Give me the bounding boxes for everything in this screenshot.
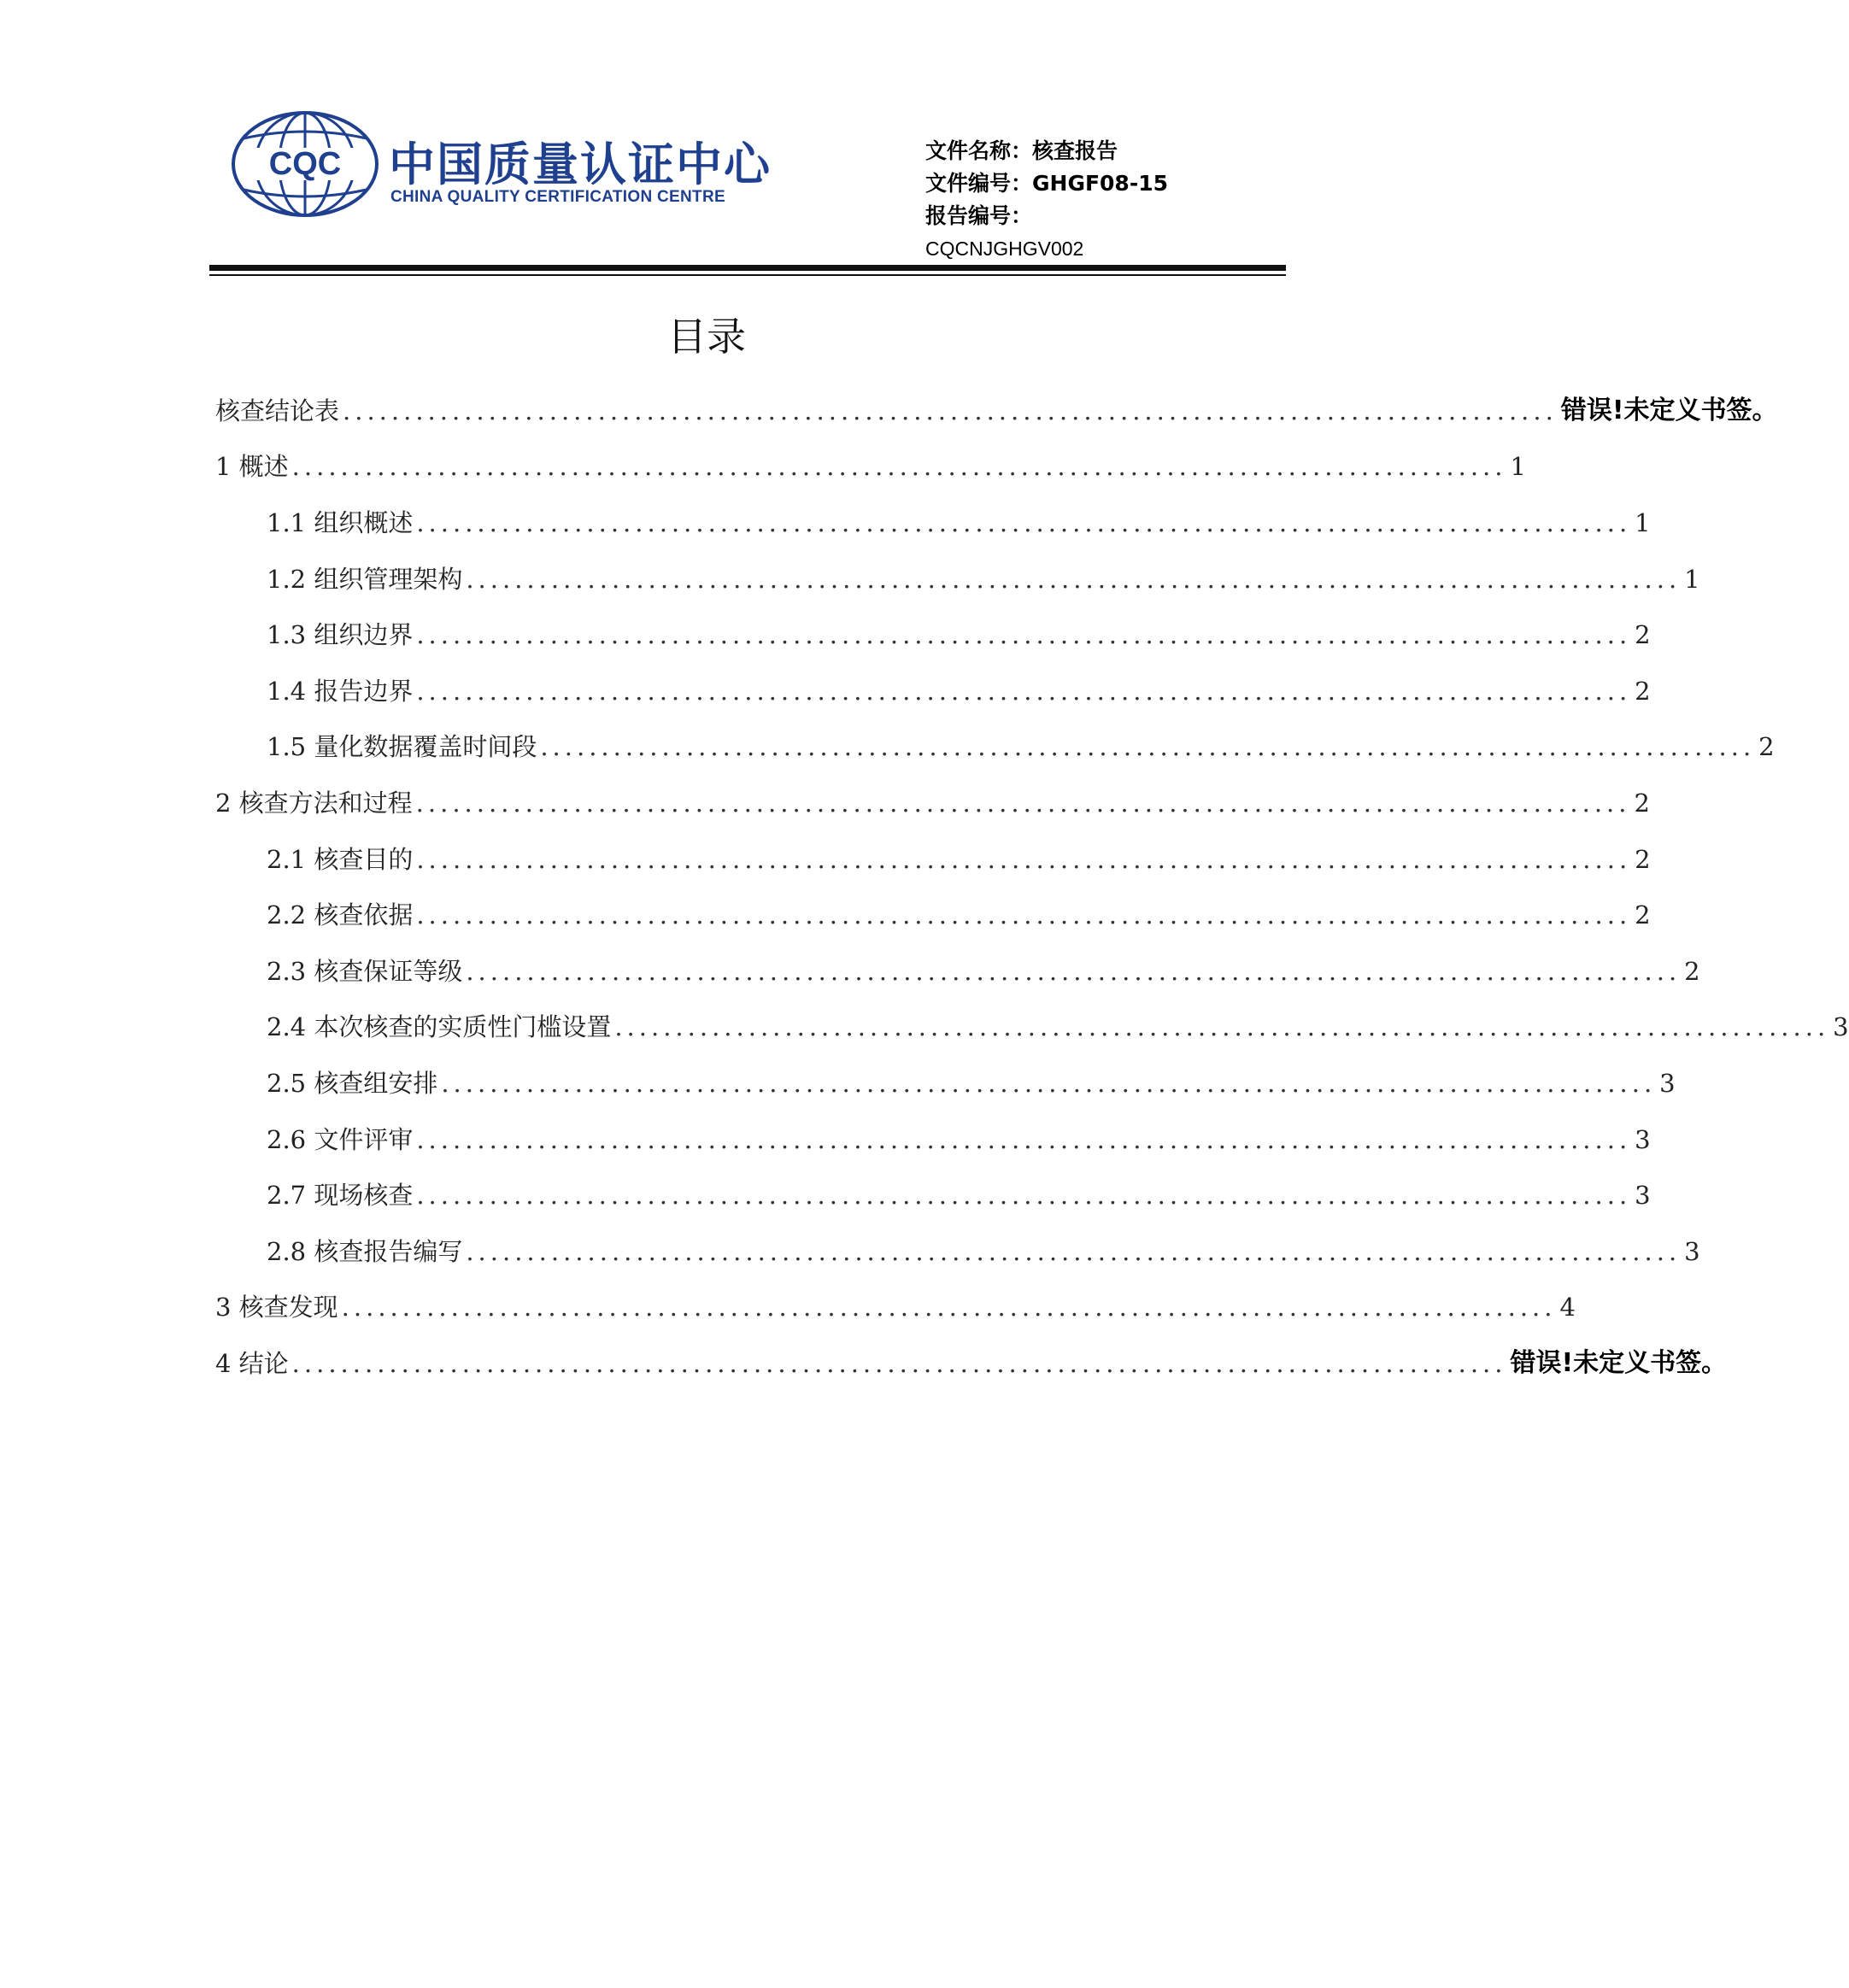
toc-entry[interactable] <box>215 551 1700 607</box>
toc-page: 4 <box>1559 1293 1576 1322</box>
toc-page: 2 <box>1634 788 1650 818</box>
toc-label: 2.3 核查保证等级 <box>267 956 463 986</box>
toc-leader: .................................................................................................... <box>614 1012 1830 1042</box>
toc-label: 1.2 组织管理架构 <box>267 564 463 594</box>
cqc-logo <box>226 109 773 220</box>
toc-leader: .................................................................................................... <box>416 620 1632 650</box>
toc-page: 2 <box>1684 956 1700 986</box>
toc-label: 1 概述 <box>215 452 289 482</box>
report-no-label: 报告编号： <box>925 203 1033 228</box>
toc-leader: .................................................................................................... <box>416 507 1632 537</box>
toc-leader: .................................................................................................... <box>466 564 1682 594</box>
toc-entry[interactable] <box>215 1335 1728 1392</box>
toc-page: 1 <box>1510 452 1526 482</box>
toc-page: 1 <box>1684 564 1700 594</box>
toc-leader: .................................................................................................... <box>466 956 1682 986</box>
toc-page: 3 <box>1659 1068 1676 1098</box>
toc-leader: .................................................................................................... <box>416 900 1632 930</box>
toc-entry[interactable] <box>215 1000 1849 1056</box>
toc-entry[interactable] <box>215 943 1700 1000</box>
toc-leader: .................................................................................................... <box>416 1124 1632 1154</box>
toc-entry[interactable] <box>215 1055 1676 1111</box>
toc-label: 2.1 核查目的 <box>267 844 414 874</box>
toc-entry[interactable] <box>215 1111 1651 1168</box>
doc-name: 文件名称：核查报告 <box>925 138 1118 163</box>
toc-leader: .................................................................................................... <box>416 1181 1632 1211</box>
doc-code: 文件编号：GHGF08-15 <box>925 171 1168 196</box>
toc-leader: .................................................................................................... <box>415 788 1631 818</box>
toc-label: 1.4 报告边界 <box>267 676 414 706</box>
org-name-en: CHINA QUALITY CERTIFICATION CENTRE <box>390 188 725 206</box>
toc-page: 3 <box>1684 1236 1700 1266</box>
toc-label: 2.4 本次核查的实质性门槛设置 <box>267 1012 612 1042</box>
toc-entry[interactable] <box>215 383 1778 439</box>
toc-label: 1.3 组织边界 <box>267 620 414 650</box>
header-rule-thin <box>209 274 1286 276</box>
toc-label: 核查结论表 <box>215 396 340 425</box>
toc-leader: .................................................................................................... <box>341 1293 1557 1322</box>
toc-label: 2 核查方法和过程 <box>215 788 413 818</box>
toc-entry[interactable] <box>215 607 1651 663</box>
toc-leader: .................................................................................................... <box>291 452 1507 482</box>
toc-label: 1.5 量化数据覆盖时间段 <box>267 732 537 762</box>
toc-label: 4 结论 <box>215 1348 289 1378</box>
svg-text:CQC: CQC <box>268 146 342 182</box>
toc-page: 错误!未定义书签。 <box>1560 395 1778 425</box>
page-header <box>209 103 1286 265</box>
toc-entry[interactable] <box>215 495 1651 551</box>
toc-label: 1.1 组织概述 <box>267 507 414 537</box>
toc-leader: .................................................................................................... <box>416 676 1632 706</box>
toc-page: 2 <box>1635 900 1651 930</box>
toc-leader: .................................................................................................... <box>466 1236 1682 1266</box>
toc-page: 错误!未定义书签。 <box>1510 1347 1728 1378</box>
header-rule-thick <box>209 265 1286 271</box>
toc-leader: .................................................................................................... <box>291 1348 1507 1378</box>
toc-label: 2.8 核查报告编写 <box>267 1236 463 1266</box>
toc-page: 2 <box>1635 676 1651 706</box>
toc-entry[interactable] <box>215 1280 1576 1336</box>
toc-leader: .................................................................................................... <box>441 1068 1657 1098</box>
toc-page: 2 <box>1635 620 1651 650</box>
toc-label: 3 核查发现 <box>215 1293 338 1322</box>
toc-page: 2 <box>1635 844 1651 874</box>
globe-logo-icon <box>226 109 380 220</box>
toc-entry[interactable] <box>215 1167 1651 1223</box>
toc-entry[interactable] <box>215 775 1650 831</box>
toc-entry[interactable] <box>215 1223 1700 1280</box>
toc-entry[interactable] <box>215 719 1775 776</box>
toc-leader: .................................................................................................... <box>343 396 1558 425</box>
toc-label: 2.5 核查组安排 <box>267 1068 438 1098</box>
toc-title: 目录 <box>667 314 746 360</box>
table-of-contents <box>215 383 1849 1392</box>
org-name-cn: 中国质量认证中心 <box>389 138 772 191</box>
toc-entry[interactable] <box>215 663 1651 719</box>
toc-leader: .................................................................................................... <box>416 844 1632 874</box>
toc-entry[interactable] <box>215 439 1526 496</box>
document-info <box>925 135 1168 265</box>
toc-label: 2.2 核查依据 <box>267 900 414 930</box>
toc-entry[interactable] <box>215 831 1651 888</box>
toc-entry[interactable] <box>215 887 1651 943</box>
toc-label: 2.6 文件评审 <box>267 1124 414 1154</box>
report-no-value: CQCNJGHGV002 <box>925 238 1084 260</box>
toc-leader: .................................................................................................... <box>540 732 1756 762</box>
toc-page: 2 <box>1758 732 1775 762</box>
toc-page: 3 <box>1635 1181 1651 1211</box>
toc-page: 3 <box>1635 1124 1651 1154</box>
toc-label: 2.7 现场核查 <box>267 1181 414 1211</box>
toc-page: 1 <box>1635 507 1651 537</box>
toc-page: 3 <box>1833 1012 1849 1042</box>
